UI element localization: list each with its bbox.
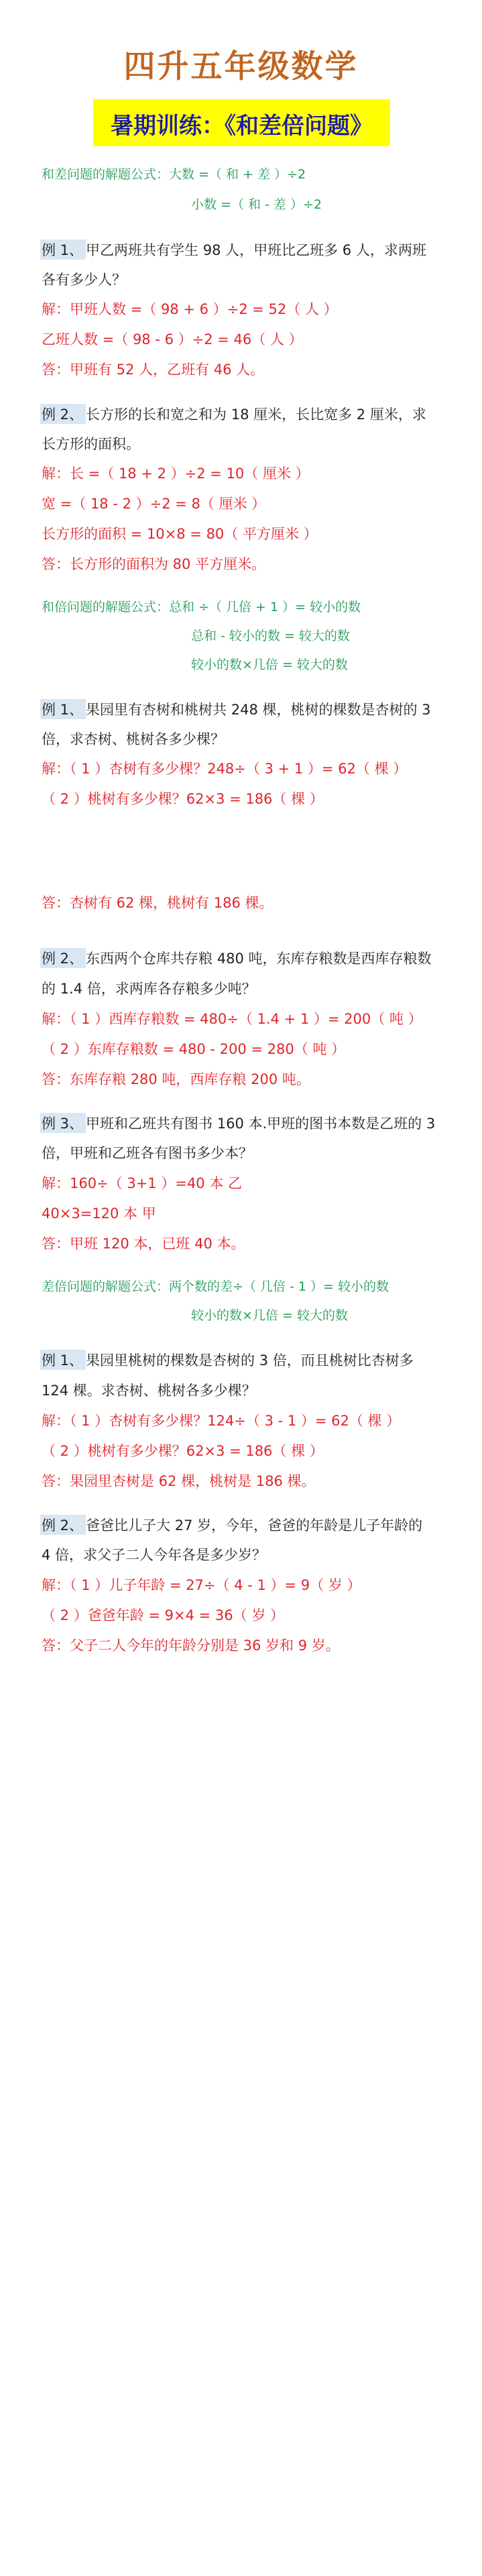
example-question-line <box>42 404 426 424</box>
example-question-text: 甲班和乙班共有图书 160 本.甲班的图书本数是乙班的 3 <box>86 1116 436 1132</box>
example-question-line <box>42 1515 422 1535</box>
formula-sum-multiple-small: 和倍问题的解题公式：总和 ÷（ 几倍 + 1 ）= 较小的数 <box>42 600 361 614</box>
example-question-line <box>42 1113 435 1133</box>
solution-line: 解：（ 1 ）西库存粮数 = 480÷（ 1.4 + 1 ）= 200（ 吨 ） <box>42 1011 422 1027</box>
answer-line: 答：甲班 120 本，已班 40 本。 <box>42 1236 245 1252</box>
example-question-text: 东西两个仓库共存粮 480 吨，东库存粮数是西库存粮数 <box>86 951 432 967</box>
example-question-text: 甲乙两班共有学生 98 人，甲班比乙班多 6 人，求两班 <box>86 242 426 258</box>
solution-line: （ 2 ）东库存粮数 = 480 - 200 = 280（ 吨 ） <box>42 1041 346 1057</box>
example-question-line: 的 1.4 倍，求两库各存粮多少吨？ <box>42 981 256 997</box>
answer-line: 答：长方形的面积为 80 平方厘米。 <box>42 556 266 572</box>
example-question-text: 果园里有杏树和桃树共 248 棵，桃树的棵数是杏树的 3 <box>86 702 431 718</box>
formula-sum-diff-large: 和差问题的解题公式：大数 =（ 和 + 差 ）÷2 <box>42 167 306 182</box>
solution-line: （ 2 ）爸爸年龄 = 9×4 = 36（ 岁 ） <box>42 1607 284 1623</box>
example-label: 例 2、 <box>40 948 86 968</box>
answer-line: 答：父子二人今年的年龄分别是 36 岁和 9 岁。 <box>42 1638 340 1654</box>
solution-line: （ 2 ）桃树有多少棵？62×3 = 186（ 棵 ） <box>42 791 324 807</box>
solution-line: 解：甲班人数 =（ 98 + 6 ）÷2 = 52（ 人 ） <box>42 301 338 317</box>
answer-line: 答：甲班有 52 人，乙班有 46 人。 <box>42 362 265 378</box>
formula-sum-multiple-product: 较小的数×几倍 = 较大的数 <box>191 657 348 672</box>
page-subtitle: 暑期训练：《和差倍问题》 <box>111 113 373 140</box>
solution-line: （ 2 ）桃树有多少棵？62×3 = 186（ 棵 ） <box>42 1443 324 1459</box>
example-question-text: 果园里桃树的棵数是杏树的 3 倍，而且桃树比杏树多 <box>86 1352 414 1368</box>
solution-line: 40×3=120 本 甲 <box>42 1205 156 1222</box>
example-label: 例 1、 <box>40 239 86 260</box>
example-question-line: 倍，甲班和乙班各有图书多少本？ <box>42 1145 253 1161</box>
answer-line: 答：东库存粮 280 吨，西库存粮 200 吨。 <box>42 1071 310 1087</box>
example-label: 例 2、 <box>40 1515 86 1535</box>
example-question-text: 长方形的长和宽之和为 18 厘米，长比宽多 2 厘米，求 <box>86 407 426 423</box>
example-question-line <box>42 239 426 260</box>
example-question-line <box>42 1350 414 1370</box>
example-label: 例 3、 <box>40 1113 86 1133</box>
answer-line: 答：果园里杏树是 62 棵，桃树是 186 棵。 <box>42 1473 316 1489</box>
solution-line: 解：160÷（ 3+1 ）=40 本 乙 <box>42 1175 243 1191</box>
formula-sum-diff-small: 小数 =（ 和 - 差 ）÷2 <box>191 197 322 212</box>
solution-line: 解：（ 1 ）杏树有多少棵？124÷（ 3 - 1 ）= 62（ 棵 ） <box>42 1413 401 1429</box>
example-question-line: 124 棵。求杏树、桃树各多少棵？ <box>42 1383 256 1399</box>
example-question-line: 4 倍，求父子二人今年各是多少岁？ <box>42 1547 267 1563</box>
solution-line: 解：长 =（ 18 + 2 ）÷2 = 10（ 厘米 ） <box>42 466 310 482</box>
solution-line: 解：（ 1 ）杏树有多少棵？248÷（ 3 + 1 ）= 62（ 棵 ） <box>42 761 408 777</box>
solution-line: 宽 =（ 18 - 2 ）÷2 = 8（ 厘米 ） <box>42 496 266 512</box>
page-title: 四升五年级数学 <box>123 48 359 85</box>
example-question-line: 各有多少人？ <box>42 272 126 288</box>
solution-line: 解：（ 1 ）儿子年龄 = 27÷（ 4 - 1 ）= 9（ 岁 ） <box>42 1577 361 1593</box>
solution-line: 乙班人数 =（ 98 - 6 ）÷2 = 46（ 人 ） <box>42 331 303 347</box>
formula-diff-multiple-large: 较小的数×几倍 = 较大的数 <box>191 1308 348 1323</box>
example-question-line: 倍，求杏树、桃树各多少棵？ <box>42 731 225 747</box>
example-question-line <box>42 699 431 719</box>
example-label: 例 2、 <box>40 404 86 424</box>
solution-line: 长方形的面积 = 10×8 = 80（ 平方厘米 ） <box>42 526 318 542</box>
example-label: 例 1、 <box>40 1350 86 1370</box>
example-question-text: 爸爸比儿子大 27 岁，今年，爸爸的年龄是儿子年龄的 <box>86 1517 423 1534</box>
example-question-line: 长方形的面积。 <box>42 436 140 452</box>
answer-line: 答：杏树有 62 棵，桃树有 186 棵。 <box>42 895 274 911</box>
example-label: 例 1、 <box>40 699 86 719</box>
example-question-line <box>42 948 431 968</box>
formula-diff-multiple-small: 差倍问题的解题公式：两个数的差÷（ 几倍 - 1 ）= 较小的数 <box>42 1279 389 1294</box>
formula-sum-multiple-large: 总和 - 较小的数 = 较大的数 <box>191 629 350 643</box>
